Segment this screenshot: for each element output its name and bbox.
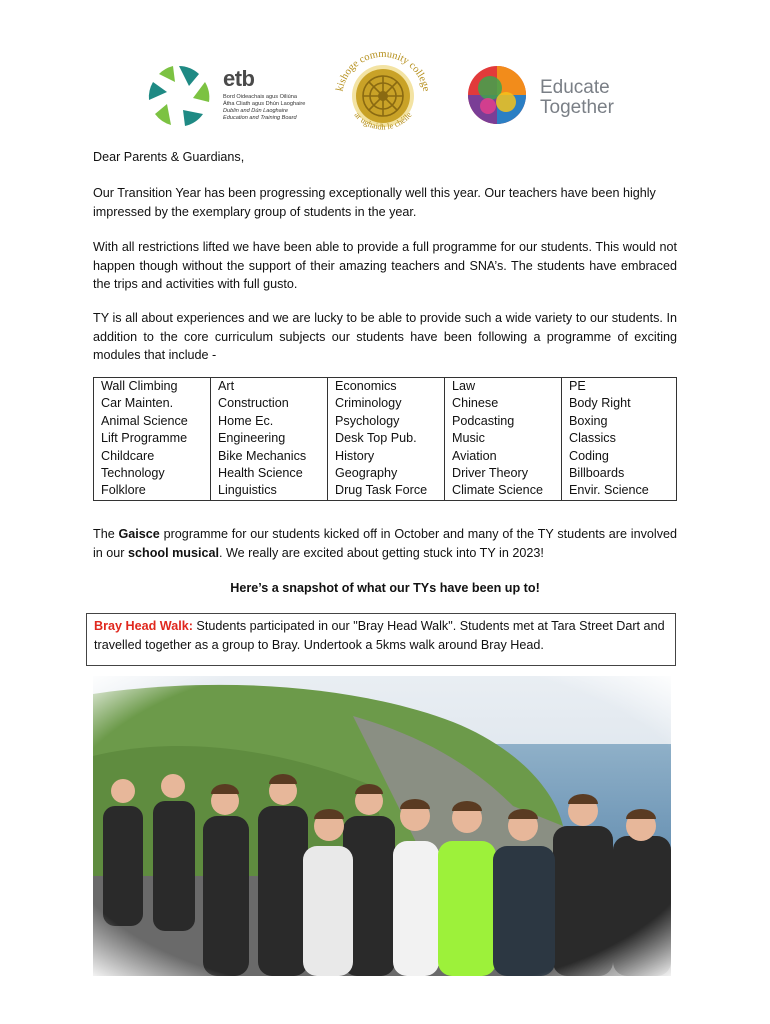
module-cell: Driver Theory [445, 465, 562, 482]
module-cell: History [328, 448, 445, 465]
module-cell: Folklore [94, 482, 211, 500]
etb-logo [145, 62, 325, 132]
module-cell: Engineering [211, 430, 328, 447]
kcc-motto: ar ughaidh le chéile [352, 109, 414, 132]
module-cell: Desk Top Pub. [328, 430, 445, 447]
paragraph-intro: Our Transition Year has been progressing exceptionally well this year. Our teachers have been highly impressed by the exemplary group of students in the year. [93, 186, 656, 219]
paragraph-gaisce [93, 525, 677, 562]
kishoge-community-college-logo [328, 40, 438, 150]
module-cell: Drug Task Force [328, 482, 445, 500]
bray-head-walk-box [86, 613, 676, 666]
modules-row [94, 465, 677, 482]
module-cell: Body Right [562, 395, 677, 412]
etb-subtitle [223, 94, 333, 122]
module-cell: Coding [562, 448, 677, 465]
modules-row [94, 395, 677, 412]
module-cell: Wall Climbing [94, 378, 211, 396]
gaisce-bold: Gaisce [118, 527, 160, 541]
educate-together-wordmark [540, 78, 640, 118]
et-line2: Together [540, 97, 614, 118]
module-cell: PE [562, 378, 677, 396]
paragraph-modules-intro: TY is all about experiences and we are lucky to be able to provide such a wide variety to our students. In addition to the core curriculum subjects our students have been following a programme of exciting modules that include - [93, 311, 677, 362]
etb-name: etb [223, 66, 255, 91]
module-cell: Childcare [94, 448, 211, 465]
module-cell: Psychology [328, 413, 445, 430]
module-cell: Car Mainten. [94, 395, 211, 412]
bray-head-group-photo [93, 676, 671, 976]
logo-header [0, 40, 770, 160]
et-line1: Educate [540, 77, 610, 98]
module-cell: Envir. Science [562, 482, 677, 500]
module-cell: Billboards [562, 465, 677, 482]
educate-together-logo [466, 64, 636, 128]
kcc-crest-icon [328, 40, 438, 150]
gaisce-text: . We really are excited about getting stuck into TY in 2023! [219, 545, 544, 560]
modules-table [93, 377, 677, 501]
module-cell: Boxing [562, 413, 677, 430]
modules-row [94, 378, 677, 396]
etb-subtitle-line: Átha Cliath agus Dhún Laoghaire [223, 101, 306, 107]
module-cell: Art [211, 378, 328, 396]
module-cell: Chinese [445, 395, 562, 412]
modules-row [94, 448, 677, 465]
module-cell: Economics [328, 378, 445, 396]
bray-head-walk-text: Students participated in our "Bray Head Walk". Students met at Tara Street Dart and travelled together as a group to Bray. Undertook a 5kms walk around Bray Head. [94, 619, 665, 652]
kcc-arc-text: kishoge community college [334, 48, 432, 93]
paragraph-restrictions: With all restrictions lifted we have been able to provide a full programme for our students. This would not happen though without the support of their amazing teachers and SNA’s. The students have embraced the trips and activities with full gusto. [93, 240, 677, 291]
gaisce-text: The [93, 527, 119, 541]
module-cell: Animal Science [94, 413, 211, 430]
etb-subtitle-line: Education and Training Board [223, 115, 297, 121]
etb-subtitle-line: Dublin and Dún Laoghaire [223, 108, 288, 114]
module-cell: Podcasting [445, 413, 562, 430]
school-musical-bold: school musical [128, 545, 220, 560]
module-cell: Lift Programme [94, 430, 211, 447]
bray-head-walk-title: Bray Head Walk: [94, 619, 193, 633]
etb-swirl-icon [145, 62, 213, 130]
module-cell: Technology [94, 465, 211, 482]
module-cell: Construction [211, 395, 328, 412]
modules-row [94, 430, 677, 447]
module-cell: Aviation [445, 448, 562, 465]
module-cell: Linguistics [211, 482, 328, 500]
educate-together-globe-icon [466, 64, 528, 126]
module-cell: Music [445, 430, 562, 447]
module-cell: Climate Science [445, 482, 562, 500]
module-cell: Health Science [211, 465, 328, 482]
module-cell: Criminology [328, 395, 445, 412]
gaisce-text: programme for our students kicked off in October and many of the TY students are involved in our [93, 527, 677, 560]
modules-row [94, 413, 677, 430]
module-cell: Home Ec. [211, 413, 328, 430]
module-cell: Law [445, 378, 562, 396]
module-cell: Classics [562, 430, 677, 447]
module-cell: Bike Mechanics [211, 448, 328, 465]
salutation: Dear Parents & Guardians, [93, 150, 245, 164]
modules-row [94, 482, 677, 500]
etb-subtitle-line: Bord Oideachais agus Oiliúna [223, 94, 298, 100]
module-cell: Geography [328, 465, 445, 482]
group-photo-illustration [93, 676, 671, 976]
snapshot-heading: Here’s a snapshot of what our TYs have been up to! [230, 581, 540, 595]
